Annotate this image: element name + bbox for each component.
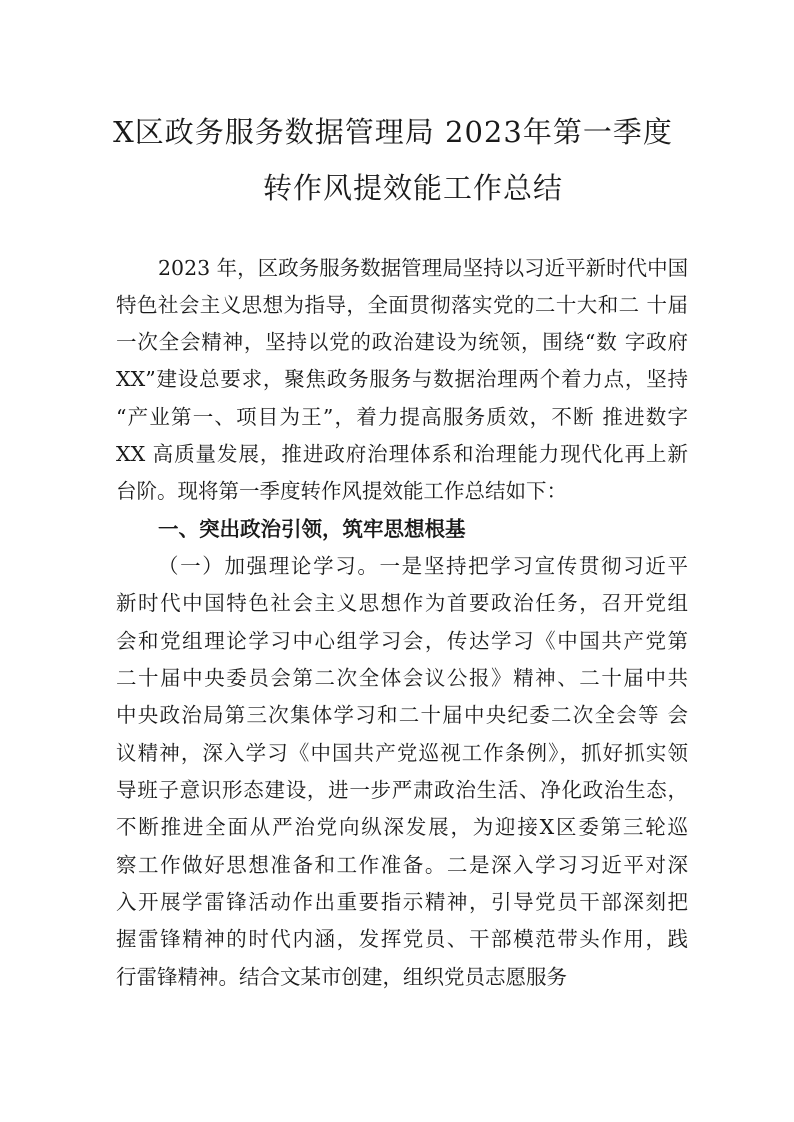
section-paragraph-line: 会和党组理论学习中心组学习会，传达学习《中国共产党第 (116, 629, 688, 653)
section-paragraph-line: 二十届中央委员会第二次全体会议公报》精神、二十届中共 (116, 666, 688, 690)
section-paragraph-line: 新时代中国特色社会主义思想作为首要政治任务，召开党组 (116, 591, 688, 615)
document-title-line-1: X区政务服务数据管理局 2023年第一季度 (113, 115, 673, 149)
intro-paragraph-line: XX 高质量发展，推进政府治理体系和治理能力现代化再上新 (116, 442, 688, 466)
section-paragraph-line: 行雷锋精神。结合文某市创建，组织党员志愿服务 (116, 965, 567, 989)
section-paragraph-line: 导班子意识形态建设，进一步严肃政治生活、净化政治生态， (116, 778, 688, 802)
document-title-line-2: 转作风提效能工作总结 (262, 171, 563, 205)
section-paragraph-line: 不断推进全面从严治党向纵深发展，为迎接X区委第三轮巡 (116, 815, 688, 839)
intro-paragraph-line: 2023 年，区政务服务数据管理局坚持以习近平新时代中国 (158, 256, 689, 280)
section-paragraph-line: 中央政治局第三次集体学习和二十届中央纪委二次全会等 会 (116, 703, 688, 727)
section-paragraph-line: 入开展学雷锋活动作出重要指示精神，引导党员干部深刻把 (116, 890, 688, 914)
section-heading: 一、突出政治引领，筑牢思想根基 (158, 517, 466, 541)
intro-paragraph-line: XX”建设总要求，聚焦政务服务与数据治理两个着力点，坚持 (116, 367, 688, 391)
intro-paragraph-line: “产业第一、项目为王”，着力提高服务质效，不断 推进数字 (116, 405, 688, 429)
section-paragraph-line: 察工作做好思想准备和工作准备。二是深入学习习近平对深 (116, 853, 688, 877)
intro-paragraph-line: 特色社会主义思想为指导，全面贯彻落实党的二十大和二 十届 (116, 293, 688, 317)
section-paragraph-line: （一）加强理论学习。一是坚持把学习宣传贯彻习近平 (158, 554, 688, 578)
intro-paragraph-line: 台阶。现将第一季度转作风提效能工作总结如下： (116, 479, 567, 503)
intro-paragraph-line: 一次全会精神，坚持以党的政治建设为统领，围绕“数 字政府 (116, 330, 688, 354)
section-paragraph-line: 握雷锋精神的时代内涵，发挥党员、干部模范带头作用，践 (116, 927, 688, 951)
section-paragraph-line: 议精神，深入学习《中国共产党巡视工作条例》，抓好抓实领 (116, 741, 688, 765)
